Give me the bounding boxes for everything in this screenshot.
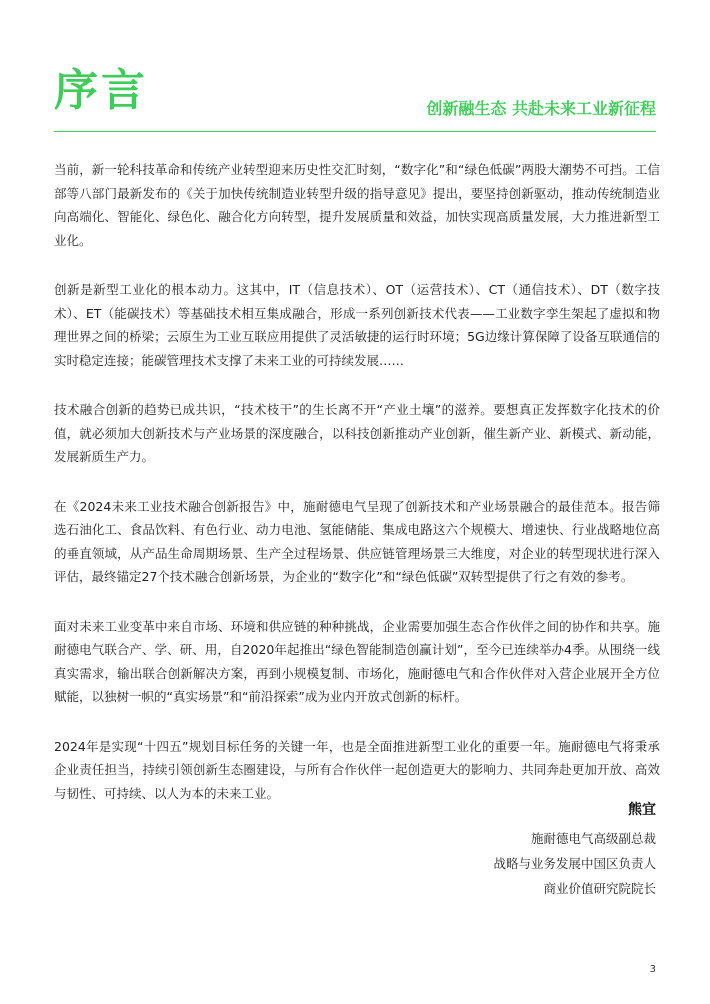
header-divider xyxy=(54,131,656,132)
paragraph: 当前，新一轮科技革命和传统产业转型迎来历史性交汇时刻，“数字化”和“绿色低碳”两股大潮势不可挡。工信部等八部门最新发布的《关于加快传统制造业转型升级的指导意见》提出，要坚持创新驱动，推动传统制造业向高端化、智能化、绿色化、融合化方向转型，提升发展质量和效益，加快实现高质量发展，大力推进新型工业化。 xyxy=(54,162,660,248)
signature-title: 战略与业务发展中国区负责人 xyxy=(493,856,656,871)
preface-body xyxy=(54,158,660,831)
paragraph: 2024年是实现“十四五”规划目标任务的关键一年，也是全面推进新型工业化的重要一年。施耐德电气将秉承企业责任担当，持续引领创新生态圈建设，与所有合作伙伴一起创造更大的影响力、共同奔赴更加开放、高效与韧性、可持续、以人为本的未来工业。 xyxy=(54,738,660,801)
page-number: 3 xyxy=(649,964,656,975)
paragraph: 技术融合创新的趋势已成共识，“技术枝干”的生长离不开“产业土壤”的滋养。要想真正发挥数字化技术的价值，就必须加大创新技术与产业场景的深度融合，以科技创新推动产业创新，催生新产业、新模式、新动能，发展新质生产力。 xyxy=(54,402,660,464)
page-header xyxy=(54,62,656,132)
signature-name: 熊宜 xyxy=(628,802,656,818)
signature-title: 商业价值研究院院长 xyxy=(543,881,656,896)
signature-title: 施耐德电气高级副总裁 xyxy=(530,831,656,846)
paragraph: 面对未来工业变革中来自市场、环境和供应链的种种挑战，企业需要加强生态合作伙伴之间的协作和共享。施耐德电气联合产、学、研、用，自2020年起推出“绿色智能制造创赢计划”，至今已连续举办4季。从围绕一线真实需求，输出联合创新解决方案，再到小规模复制、市场化，施耐德电气和合作伙伴对入营企业展开全方位赋能，以独树一帜的“真实场景”和“前沿探索”成为业内开放式创新的标杆。 xyxy=(54,618,660,704)
page-subtitle: 创新融生态 共赴未来工业新征程 xyxy=(426,99,656,118)
signature-block xyxy=(493,800,656,901)
page-title: 序言 xyxy=(54,65,148,116)
paragraph: 在《2024未来工业技术融合创新报告》中，施耐德电气呈现了创新技术和产业场景融合的最佳范本。报告筛选石油化工、食品饮料、有色行业、动力电池、氢能储能、集成电路这六个规模大、增速快、行业战略地位高的垂直领域，从产品生命周期场景、生产全过程场景、供应链管理场景三大维度，对企业的转型现状进行深入评估，最终锚定27个技术融合创新场景，为企业的“数字化”和“绿色低碳”双转型提供了行之有效的参考。 xyxy=(54,498,660,584)
paragraph: 创新是新型工业化的根本动力。这其中，IT（信息技术）、OT（运营技术）、CT（通信技术）、DT（数字技术）、ET（能碳技术）等基础技术相互集成融合，形成一系列创新技术代表——工业数字孪生架起了虚拟和物理世界之间的桥梁；云原生为工业互联应用提供了灵活敏捷的运行时环境；5G边缘计算保障了设备互联通信的实时稳定连接；能碳管理技术支撑了未来工业的可持续发展…… xyxy=(54,282,660,368)
